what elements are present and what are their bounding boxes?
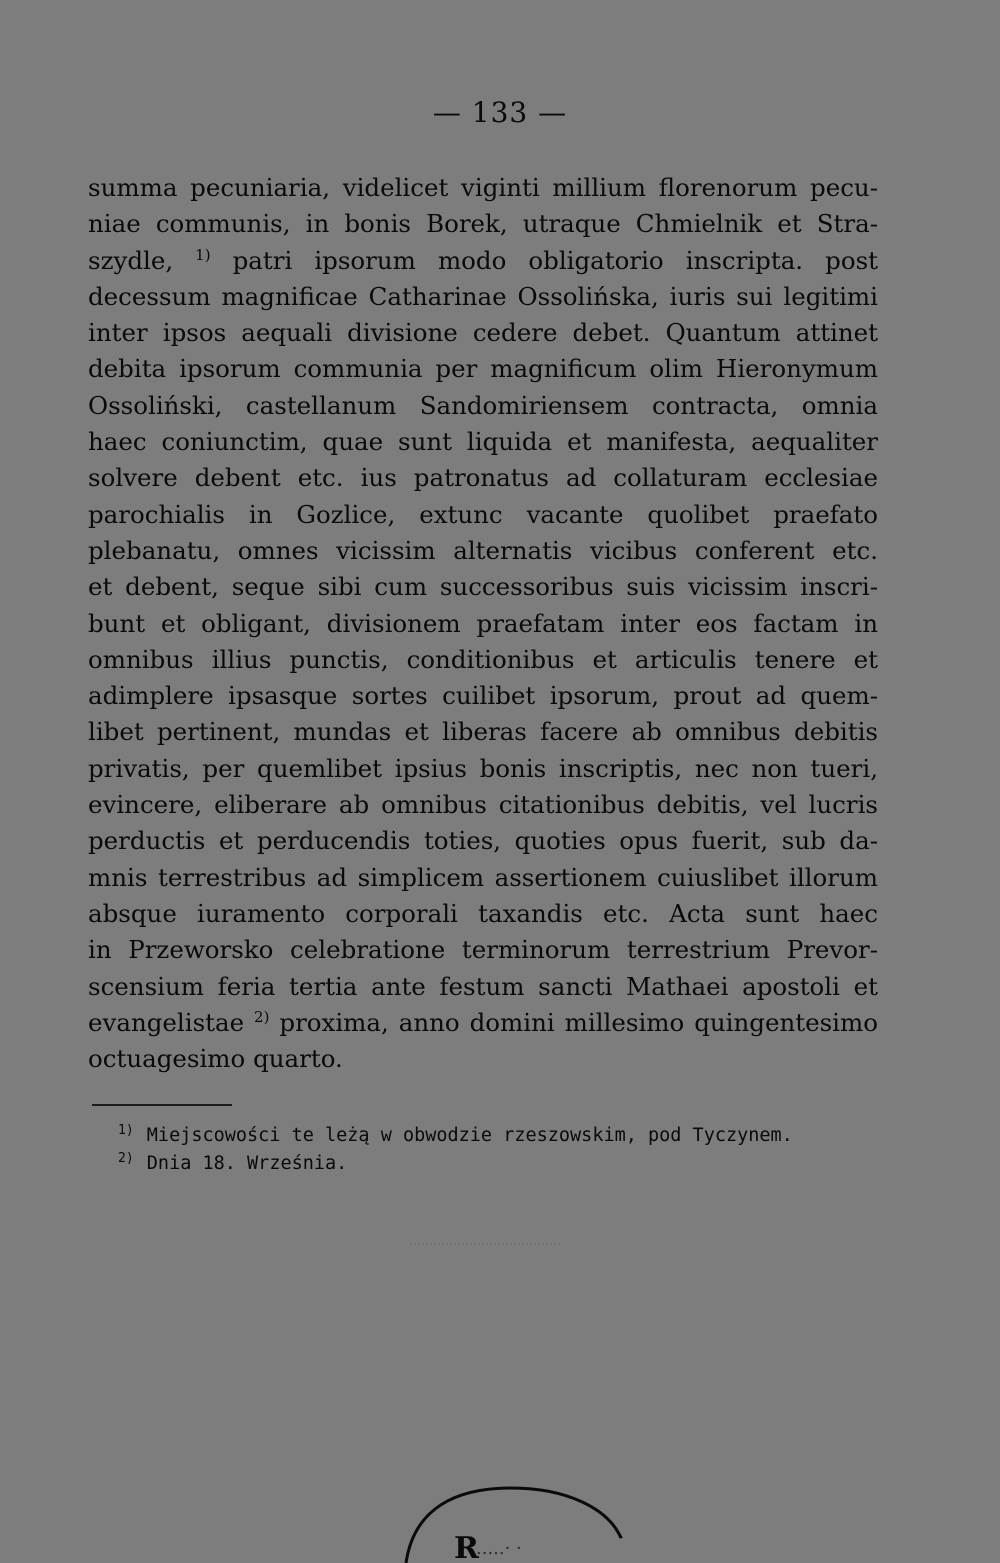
text-line: parochialis in Gozlice, extunc vacante quolibet praefato [88,499,878,529]
text-line: absque iuramento corporali taxandis etc. Acta sunt haec [88,898,878,928]
text-line: omnibus illius punctis, conditionibus et articulis tenere et [88,644,878,674]
library-stamp [396,1468,636,1563]
text-line: bunt et obligant, divisionem praefatam inter eos factam in [88,608,878,638]
text-line: decessum magnificae Catharinae Ossolińska, iuris sui legitimi [88,281,878,311]
text-line: evincere, eliberare ab omnibus citationibus debitis, vel lucris [88,790,878,820]
text-line: solvere debent etc. ius patronatus ad collaturam ecclesiae [88,463,878,493]
text-segment: patri ipsorum modo obligatorio inscripta. post [210,245,878,275]
text-line-with-footnote-1 [88,243,878,279]
footnote-reference-2: 2) [254,1007,270,1026]
text-line: perductis et perducendis toties, quoties opus fuerit, sub da- [88,826,878,856]
footnote-divider [92,1104,232,1106]
text-line-with-footnote-2 [88,1005,878,1041]
main-text-block [88,170,878,1077]
text-line: privatis, per quemlibet ipsius bonis inscriptis, nec non tueri, [88,753,878,783]
text-line: et debent, seque sibi cum successoribus suis vicissim inscri- [88,572,878,602]
footnote-reference-1: 1) [195,245,211,264]
footnote-mark: 2) [118,1151,134,1166]
text-line: niae communis, in bonis Borek, utraque Chmielnik et Stra- [88,209,878,239]
footnotes [118,1122,878,1178]
text-line: octuagesimo quarto. [88,1044,343,1074]
text-line: adimplere ipsasque sortes cuilibet ipsorum, prout ad quem- [88,681,878,711]
text-line: summa pecuniaria, videlicet viginti millium florenorum pecu- [88,173,878,202]
footnote-text: Miejscowości te leżą w obwodzie rzeszowskim, pod Tyczynem. [146,1125,793,1146]
text-segment: proxima, anno domini millesimo quingentesimo [269,1007,878,1037]
text-line: inter ipsos aequali divisione cedere debet. Quantum attinet [88,318,878,348]
faint-scan-marks [410,1243,560,1255]
footnote-mark: 1) [118,1123,134,1138]
stamp-faded-lettering: .....· · [476,1538,522,1559]
text-segment: evangelistae [88,1007,255,1037]
text-line: in Przeworsko celebratione terminorum terrestrium Prevor- [88,935,878,965]
text-line: scensium feria tertia ante festum sancti Mathaei apostoli et [88,971,878,1001]
text-line: Ossoliński, castellanum Sandomiriensem contracta, omnia [88,390,878,420]
text-line: libet pertinent, mundas et liberas facere ab omnibus debitis [88,717,878,747]
page-number: — 133 — [432,96,568,129]
text-line: plebanatu, omnes vicissim alternatis vicibus conferent etc. [88,535,878,565]
text-line: haec coniunctim, quae sunt liquida et manifesta, aequaliter [88,427,878,457]
text-line: debita ipsorum communia per magnificum olim Hieronymum [88,354,878,384]
footnote-2 [118,1150,878,1178]
footnote-text: Dnia 18. Września. [146,1153,348,1174]
stamp-text: R [454,1531,479,1563]
text-segment: szydle, [88,245,196,275]
footnote-1 [118,1122,878,1150]
text-line: mnis terrestribus ad simplicem assertionem cuiuslibet illorum [88,862,878,892]
